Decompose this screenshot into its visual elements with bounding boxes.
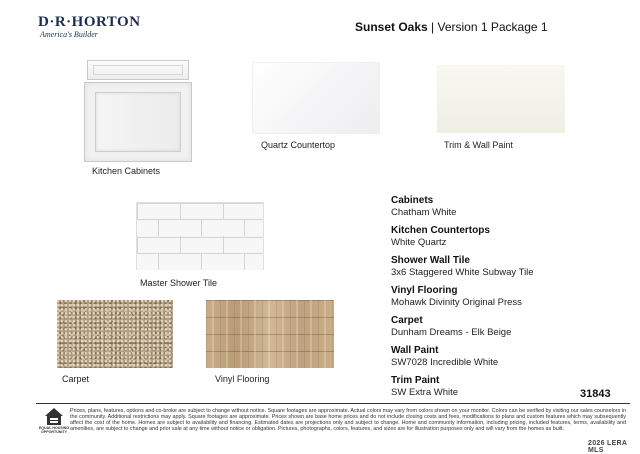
quartz-countertop-swatch — [253, 63, 379, 133]
carpet-swatch — [57, 300, 173, 368]
house-roof-icon — [45, 408, 63, 416]
spec-value: SW7028 Incredible White — [391, 357, 499, 368]
spec-value: Mohawk Divinity Original Press — [391, 297, 522, 308]
spec-label: Kitchen Countertops — [391, 225, 490, 236]
legal-disclaimer: Prices, plans, features, options and co-broke are subject to change without notice. Square footages are approximate. Actual colors may vary from colors shown on your monitor. Colors can be verified by visiting our sales counselors in the community. Additional restrictions may apply. Square footages are approximate. Prices shown are base home prices and do not include closing costs and fees, modifications to plans and custom features which may subsequently affect the cost of the home. Homes are subject to availability and financing. Estimated dates are projections only and subject to change. Home and community information, including pricing, included features, terms, availability and amenities, are subject to change and prior sale at any time without notice or obligation. Pictures, photographs, colors, features, and sizes are for illustration purposes only and will vary from the homes as built. — [70, 408, 626, 432]
equal-housing-opportunity-logo — [38, 408, 70, 434]
vinyl-flooring-caption: Vinyl Flooring — [215, 374, 270, 384]
spec-shower-wall-tile — [391, 255, 631, 278]
spec-value: White Quartz — [391, 237, 447, 248]
logo-tagline: America's Builder — [40, 30, 98, 39]
title-separator: | — [427, 20, 438, 34]
spec-label: Carpet — [391, 315, 423, 326]
spec-value: Dunham Dreams - Elk Beige — [391, 327, 512, 338]
community-name: Sunset Oaks — [355, 20, 428, 34]
page-title — [355, 20, 548, 34]
dr-horton-logo — [38, 14, 141, 40]
vinyl-flooring-swatch — [206, 300, 334, 368]
spec-label: Wall Paint — [391, 345, 439, 356]
package-version: Version 1 Package 1 — [437, 20, 548, 34]
equal-sign-icon — [47, 416, 61, 425]
trim-wall-paint-caption: Trim & Wall Paint — [444, 140, 513, 150]
spec-label: Cabinets — [391, 195, 434, 206]
kitchen-cabinets-caption: Kitchen Cabinets — [92, 166, 161, 176]
spec-value: SW Extra White — [391, 387, 459, 398]
equal-housing-text: EQUAL HOUSING OPPORTUNITY — [38, 426, 70, 434]
spec-carpet — [391, 315, 631, 338]
trim-wall-paint-swatch — [437, 65, 565, 133]
tile-row-offset — [137, 253, 263, 270]
carpet-caption: Carpet — [62, 374, 90, 384]
spec-cabinets — [391, 195, 631, 218]
cabinet-drawer-front — [87, 60, 189, 80]
tile-row-offset — [137, 219, 263, 236]
spec-wall-paint — [391, 345, 631, 368]
spec-vinyl-flooring — [391, 285, 631, 308]
logo-wordmark: D·R·HORTON — [38, 14, 141, 30]
quartz-countertop-caption: Quartz Countertop — [261, 140, 336, 150]
cabinet-door — [84, 82, 192, 162]
master-shower-tile-caption: Master Shower Tile — [140, 278, 218, 288]
spec-value: 3x6 Staggered White Subway Tile — [391, 267, 534, 278]
spec-label: Shower Wall Tile — [391, 255, 470, 266]
plan-number: 31843 — [580, 388, 611, 400]
spec-label: Vinyl Flooring — [391, 285, 458, 296]
spec-value: Chatham White — [391, 207, 457, 218]
spec-label: Trim Paint — [391, 375, 440, 386]
mls-watermark: 2026 LERA MLS — [588, 440, 628, 454]
finish-specs-list — [391, 195, 631, 405]
master-shower-tile-swatch — [136, 202, 264, 270]
footer-divider — [36, 403, 630, 404]
spec-kitchen-countertops — [391, 225, 631, 248]
